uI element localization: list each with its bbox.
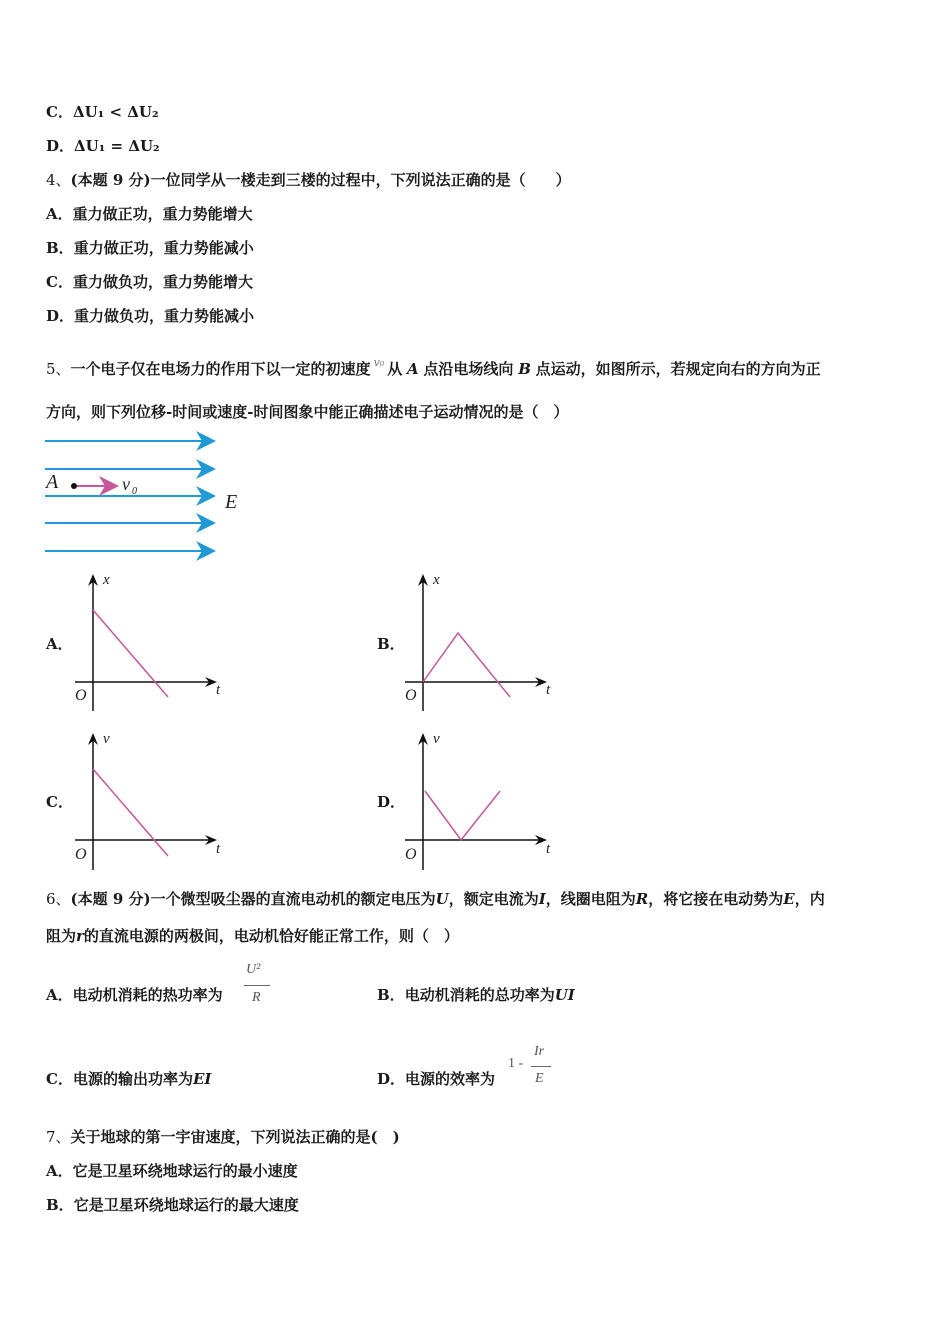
graph-line xyxy=(423,633,510,697)
q5-option-a-label[interactable]: A． xyxy=(46,635,73,653)
formula-numerator: Ir xyxy=(534,1044,545,1059)
option-label: A． xyxy=(46,986,73,1004)
option-label: C． xyxy=(46,1070,73,1088)
symbol-r: R xyxy=(635,890,649,908)
question-text: 关于地球的第一宇宙速度，下列说法正确的是( ) xyxy=(70,1128,400,1146)
y-axis-label: v xyxy=(433,731,440,747)
y-axis-label: x xyxy=(103,572,110,588)
option-label: B． xyxy=(46,1196,74,1214)
velocity-subscript: 0 xyxy=(132,486,137,497)
question-text: 的直流电源的两极间，电动机恰好能正常工作，则（ ） xyxy=(83,927,459,945)
x-axis-label: t xyxy=(546,682,551,698)
q6-stem-line2 xyxy=(46,926,459,946)
graph-c[interactable] xyxy=(70,727,230,877)
q6-option-d[interactable] xyxy=(377,1069,495,1089)
q6-option-c[interactable] xyxy=(46,1069,211,1089)
origin-label: O xyxy=(75,687,87,704)
question-number: 6、 xyxy=(46,890,71,908)
option-label: C． xyxy=(46,273,73,291)
q5-stem-line1 xyxy=(46,353,821,379)
y-axis-label: v xyxy=(103,731,110,747)
q4-stem xyxy=(46,170,571,190)
option-text: 电动机消耗的总功率为 xyxy=(404,986,555,1004)
formula: UI xyxy=(554,986,575,1004)
symbol-small-r: r xyxy=(76,927,84,945)
q3-option-d[interactable] xyxy=(46,136,160,156)
graph-line xyxy=(425,791,500,840)
formula-denominator: E xyxy=(535,1071,544,1086)
question-text: 方向，则下列位移-时间或速度-时间图象中能正确描述电子运动情况的是（ ） xyxy=(46,403,569,421)
question-text: ，将它接在电动势为 xyxy=(648,890,784,908)
q6-stem-line1 xyxy=(46,889,825,909)
graph-b[interactable] xyxy=(400,568,560,718)
question-text: 点沿电场线向 xyxy=(423,360,514,378)
graph-d[interactable] xyxy=(400,727,560,877)
option-text: ΔU₁ < ΔU₂ xyxy=(72,103,159,121)
option-label: D． xyxy=(46,307,75,325)
option-label: B． xyxy=(377,986,405,1004)
graph-a[interactable] xyxy=(70,568,230,718)
x-axis-label: t xyxy=(216,682,221,698)
q4-option-c[interactable] xyxy=(46,272,253,292)
question-text: ，线圈电阻为 xyxy=(545,890,636,908)
point-b-symbol: B xyxy=(518,360,531,378)
formula-prefix: 1 - xyxy=(508,1056,524,1071)
option-text: 它是卫星环绕地球运行的最大速度 xyxy=(73,1196,299,1214)
x-axis-label: t xyxy=(546,841,551,857)
q3-option-c[interactable] xyxy=(46,102,159,122)
field-label: E xyxy=(225,491,238,513)
graph-line xyxy=(93,610,168,697)
electron-dot xyxy=(71,483,77,489)
electric-field-figure xyxy=(40,428,280,558)
formula: EI xyxy=(192,1070,212,1088)
symbol-u: U xyxy=(435,890,449,908)
fraction-bar xyxy=(244,985,270,986)
question-text: 从 xyxy=(387,360,403,378)
option-text: ΔU₁ = ΔU₂ xyxy=(74,137,160,155)
point-label: A xyxy=(46,471,59,493)
point-a-symbol: A xyxy=(406,360,419,378)
q7-stem xyxy=(46,1127,400,1147)
formula-denominator: R xyxy=(252,990,261,1005)
question-text: 点运动，如图所示，若规定向右的方向为正 xyxy=(535,360,821,378)
symbol-i: I xyxy=(538,890,546,908)
question-number: 7、 xyxy=(46,1128,71,1146)
option-label: A． xyxy=(46,205,73,223)
q6-option-a[interactable] xyxy=(46,985,223,1005)
option-text: 重力做正功，重力势能增大 xyxy=(72,205,253,223)
v0-symbol: v₀ xyxy=(373,356,385,369)
question-text: ，内 xyxy=(794,890,825,908)
option-label: B． xyxy=(46,239,74,257)
option-text: 电源的输出功率为 xyxy=(72,1070,193,1088)
question-text: (本题 9 分)一个微型吸尘器的直流电动机的额定电压为 xyxy=(70,890,436,908)
q5-option-c-label[interactable]: C． xyxy=(46,793,73,811)
option-text: 重力做负功，重力势能增大 xyxy=(72,273,253,291)
question-text: 阻为 xyxy=(46,927,77,945)
option-label: A． xyxy=(46,1162,73,1180)
origin-label: O xyxy=(75,846,87,863)
question-number: 5、 xyxy=(46,360,71,378)
origin-label: O xyxy=(405,687,417,704)
option-label: D． xyxy=(377,1070,406,1088)
formula-numerator: U² xyxy=(246,962,261,977)
x-axis-label: t xyxy=(216,841,221,857)
q5-stem-line2 xyxy=(46,402,568,422)
option-label: C． xyxy=(46,103,73,121)
q4-option-d[interactable] xyxy=(46,306,254,326)
q7-option-b[interactable] xyxy=(46,1195,299,1215)
q6-option-b[interactable] xyxy=(377,985,575,1005)
fraction-bar xyxy=(531,1066,551,1067)
velocity-label: v xyxy=(122,474,130,494)
y-axis-label: x xyxy=(433,572,440,588)
q7-option-a[interactable] xyxy=(46,1161,298,1181)
option-text: 重力做正功，重力势能减小 xyxy=(73,239,254,257)
option-text: 电动机消耗的热功率为 xyxy=(72,986,223,1004)
question-number: 4、 xyxy=(46,171,71,189)
q4-option-a[interactable] xyxy=(46,204,253,224)
q4-option-b[interactable] xyxy=(46,238,254,258)
q5-option-d-label[interactable]: D． xyxy=(377,793,406,811)
question-text: ，额定电流为 xyxy=(448,890,539,908)
question-text: (本题 9 分)一位同学从一楼走到三楼的过程中，下列说法正确的是（ ） xyxy=(70,171,571,189)
q5-option-b-label[interactable]: B． xyxy=(377,635,405,653)
option-text: 电源的效率为 xyxy=(405,1070,496,1088)
option-text: 重力做负功，重力势能减小 xyxy=(74,307,255,325)
option-label: D． xyxy=(46,137,75,155)
graph-line xyxy=(93,769,168,856)
symbol-e: E xyxy=(783,890,795,908)
option-text: 它是卫星环绕地球运行的最小速度 xyxy=(72,1162,298,1180)
question-text: 一个电子仅在电场力的作用下以一定的初速度 xyxy=(70,360,371,378)
origin-label: O xyxy=(405,846,417,863)
